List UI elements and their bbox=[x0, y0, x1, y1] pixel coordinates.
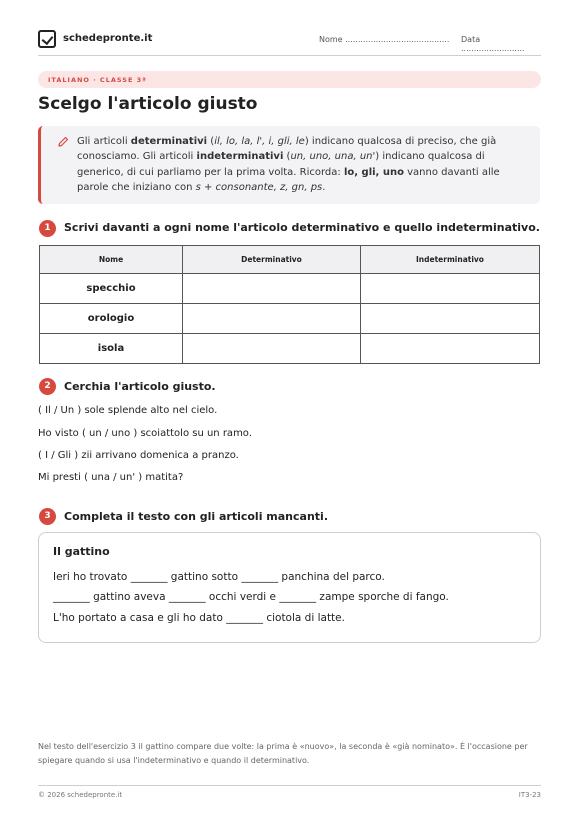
story-line: L'ho portato a casa e gli ho dato _______ ciotola di latte. bbox=[53, 611, 345, 624]
copyright-text: © 2026 schedepronte.it bbox=[38, 791, 123, 799]
exercise-2-line: Ho visto ( un / uno ) scoiattolo su un ramo. bbox=[38, 428, 252, 439]
answer-cell-determinativo[interactable] bbox=[183, 304, 361, 334]
noun-cell: isola bbox=[40, 334, 183, 364]
exercise-2-title: Cerchia l'articolo giusto. bbox=[64, 380, 216, 393]
exercise-2-number: 2 bbox=[39, 378, 56, 395]
noun-cell: specchio bbox=[40, 274, 183, 304]
noun-cell: orologio bbox=[40, 304, 183, 334]
exercise-1-number: 1 bbox=[39, 220, 56, 237]
exercise-1-title: Scrivi davanti a ogni nome l'articolo determinativo e quello indeterminativo. bbox=[64, 221, 540, 234]
column-header-nome: Nome bbox=[40, 246, 183, 274]
story-title: Il gattino bbox=[53, 545, 110, 558]
column-header-indeterminativo: Indeterminativo bbox=[361, 246, 540, 274]
articles-table bbox=[39, 245, 540, 364]
answer-cell-determinativo[interactable] bbox=[183, 274, 361, 304]
grammar-note bbox=[38, 126, 540, 204]
teacher-footnote: Nel testo dell'esercizio 3 il gattino compare due volte: la prima è «nuovo», la seconda è «già nominato». È l'occasione per spiegare quando si usa l'indeterminativo e quando il determinativo. bbox=[38, 742, 528, 765]
note-text: Gli articoli determinativi (il, lo, la, l', i, gli, le) indicano qualcosa di preciso, che già conosciamo. Gli articoli indeterminativi (un, uno, una, un') indicano qualcosa di generico, di cui parliamo per la prima volta. Ricorda: lo, gli, uno vanno davanti alle parole che iniziano con s + consonante, z, gn, ps. bbox=[77, 136, 500, 193]
exercise-3-title: Completa il testo con gli articoli mancanti. bbox=[64, 510, 328, 523]
story-line: _______ gattino aveva _______ occhi verdi e _______ zampe sporche di fango. bbox=[53, 591, 449, 604]
exercise-2-line: ( Il / Un ) sole splende alto nel cielo. bbox=[38, 405, 218, 416]
exercise-2-line: ( I / Gli ) zii arrivano domenica a pranzo. bbox=[38, 450, 239, 461]
table-row bbox=[40, 334, 540, 364]
story-box bbox=[38, 532, 541, 643]
exercise-2-line: Mi presti ( una / un' ) matita? bbox=[38, 472, 184, 483]
table-row bbox=[40, 274, 540, 304]
column-header-determinativo: Determinativo bbox=[183, 246, 361, 274]
story-line: Ieri ho trovato _______ gattino sotto _______ panchina del parco. bbox=[53, 571, 385, 583]
exercise-3-number: 3 bbox=[39, 508, 56, 525]
answer-cell-determinativo[interactable] bbox=[183, 334, 361, 364]
date-field: Data ......................... bbox=[461, 35, 525, 53]
pencil-icon bbox=[57, 136, 69, 148]
answer-cell-indeterminativo[interactable] bbox=[361, 304, 540, 334]
page-title: Scelgo l'articolo giusto bbox=[38, 94, 258, 114]
answer-cell-indeterminativo[interactable] bbox=[361, 334, 540, 364]
table-row bbox=[40, 304, 540, 334]
answer-cell-indeterminativo[interactable] bbox=[361, 274, 540, 304]
name-field: Nome ......................................... bbox=[319, 35, 450, 44]
subject-tag: ITALIANO · CLASSE 3ª bbox=[38, 71, 541, 88]
table-header-row bbox=[40, 246, 540, 274]
checkbox-logo-icon bbox=[38, 30, 56, 48]
page-header bbox=[38, 30, 541, 56]
site-logo-text: schedepronte.it bbox=[63, 33, 153, 44]
sheet-code: IT3-23 bbox=[518, 791, 541, 799]
page-footer bbox=[38, 785, 541, 799]
